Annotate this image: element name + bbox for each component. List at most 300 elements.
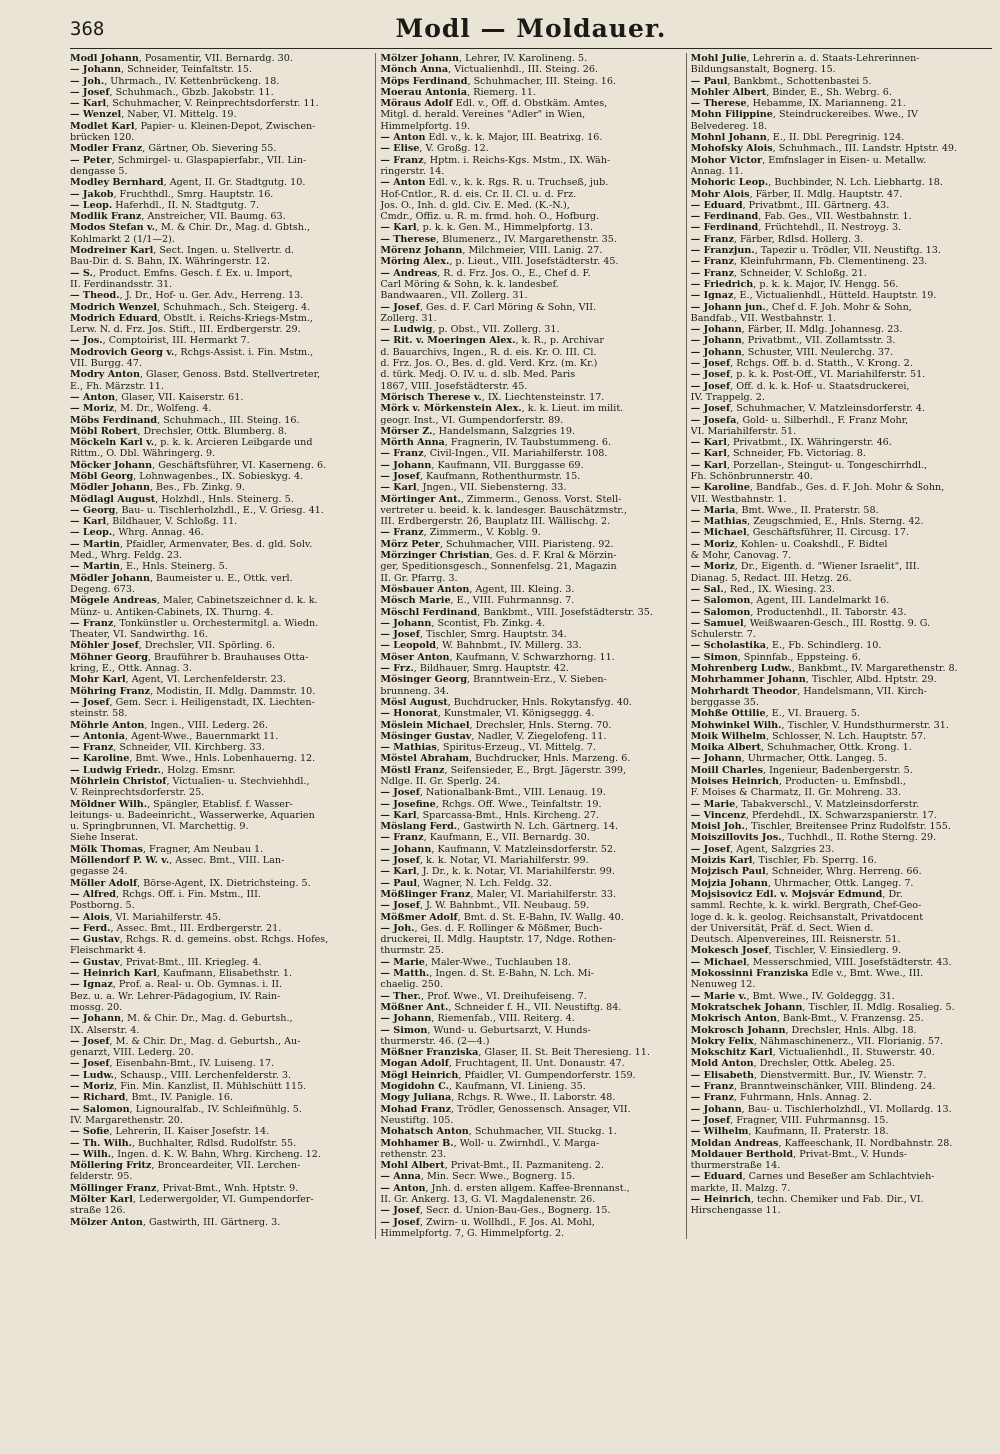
entry-details: , Tischler, Fb. Sperrg. 16. <box>752 855 877 867</box>
entry-details: , Drechsler, VII. Spörling. 6. <box>138 640 276 652</box>
entry-details: , Red., IX. Wiesing. 23. <box>723 583 835 595</box>
entry-name: — Paul <box>380 877 418 889</box>
entry-name: Mogy Juliana <box>380 1092 452 1104</box>
entry-name: — Th. Wilh. <box>70 1137 132 1149</box>
entry-details: , Schuhmacher, V. Matzleinsdorferstr. 4. <box>730 403 926 415</box>
entry-details: Kohlmarkt 2 (1/1—2). <box>70 233 175 245</box>
entry-details: d. Bauarchivs, Ingen., R. d. eis. Kr. O. III. Cl. <box>380 346 597 358</box>
directory-entry-line <box>380 810 681 821</box>
entry-details: , Agent, III. Kleing. 3. <box>469 583 575 595</box>
entry-details: , Lignouralfab., IV. Schleifmühlg. 5. <box>129 1103 302 1115</box>
directory-entry-line <box>70 618 371 629</box>
entry-details: , Gem. Secr. i. Heiligenstadt, IX. Liechten- <box>109 696 315 708</box>
entry-details: mossg. 20. <box>70 1001 123 1013</box>
entry-name: Mörenz Johann <box>380 245 463 257</box>
entry-details: felderstr. 95. <box>70 1171 133 1183</box>
directory-entry-line <box>380 335 681 346</box>
entry-details: , Messerschmied, VIII. Josefstädterstr. 43. <box>746 956 952 968</box>
directory-entry-line <box>380 889 681 900</box>
directory-entry-line <box>380 1228 681 1239</box>
entry-name: — Rit. v. Moeringen Alex. <box>380 335 516 347</box>
entry-details: Hirschengasse 11. <box>690 1205 781 1217</box>
entry-name: — Josef <box>380 787 420 799</box>
entry-details: , Privatbmt., IX. Währingerstr. 46. <box>726 437 892 449</box>
directory-entry-line <box>70 731 371 742</box>
directory-entry-line <box>380 957 681 968</box>
directory-entry-line <box>691 1160 992 1171</box>
entry-details: , Gärtner, Ob. Sievering 55. <box>142 143 277 155</box>
entry-name: — Honorat <box>380 708 438 720</box>
directory-entry-line <box>691 177 992 188</box>
entry-details: chaelig. 250. <box>380 979 444 991</box>
entry-details: , Anstreicher, VII. Baumg. 63. <box>141 211 286 223</box>
directory-entry-line <box>70 279 371 290</box>
directory-entry-line <box>70 1025 371 1036</box>
directory-entry-line <box>70 494 371 505</box>
entry-details: , Rchgs. Off. b. d. Statth., V. Krong. 2. <box>730 358 913 370</box>
entry-name: — Ferd. <box>70 922 111 934</box>
directory-entry-line <box>70 1013 371 1024</box>
entry-name: Mörser Z. <box>380 425 433 437</box>
entry-name: Modrich Wenzel <box>70 301 157 313</box>
entry-details: , Zimmerm., V. Koblg. 9. <box>423 527 541 539</box>
directory-entry-line <box>380 697 681 708</box>
entry-name: — Antonia <box>70 730 126 742</box>
entry-name: — Simon <box>380 1024 428 1036</box>
entry-name: — Paul <box>690 75 728 87</box>
entry-details: , Schneider f. H., VII. Neustiftg. 84. <box>448 1001 622 1013</box>
entry-name: Mörth Anna <box>380 437 445 449</box>
entry-name: — Karl <box>690 437 727 449</box>
directory-entry-line <box>380 640 681 651</box>
entry-name: — Josef <box>70 1035 110 1047</box>
directory-entry-line <box>70 889 371 900</box>
directory-entry-line <box>691 347 992 358</box>
entry-details: thurmerstraße 14. <box>690 1160 781 1172</box>
directory-entry-line <box>380 448 681 459</box>
entry-details: , Kleinfuhrmann, Fb. Clementineng. 23. <box>733 256 928 268</box>
entry-name: Möbl Georg <box>70 470 134 482</box>
directory-entry-line <box>70 878 371 889</box>
directory-entry-line <box>691 1092 992 1103</box>
directory-entry-line <box>70 561 371 572</box>
entry-name: Mödlagl August <box>70 493 156 505</box>
directory-entry-line <box>691 1002 992 1013</box>
entry-name: Möckeln Karl v. <box>70 437 155 449</box>
entry-details: , Tischler, II. Mdlg. Rosalieg. 5. <box>802 1001 955 1013</box>
entry-details: Theater, VI. Sandwirthg. 16. <box>70 629 208 641</box>
entry-name: Modlik Franz <box>70 211 142 223</box>
entry-details: , Glaser, II. St. Beit Theresieng. 11. <box>478 1047 650 1059</box>
entry-name: — Karl <box>380 222 417 234</box>
entry-details: rethenstr. 23. <box>380 1148 447 1160</box>
entry-details: , Agent, VI. Lerchenfelderstr. 23. <box>125 674 286 686</box>
entry-name: — Gustav <box>70 956 120 968</box>
entry-details: , Woll- u. Zwirnhdl., V. Marga- <box>453 1137 600 1149</box>
entry-details: , Schlosser, N. Lch. Hauptstr. 57. <box>766 730 927 742</box>
directory-entry-line <box>691 268 992 279</box>
entry-details: , Schuhmach., III. Landstr. Hptstr. 49. <box>772 143 958 155</box>
entry-details: Ndlge. II. Gr. Sperlg. 24. <box>380 776 501 787</box>
entry-details: , Bildhauer, Smrg. Hauptstr. 42. <box>413 663 569 675</box>
directory-entry-line <box>691 222 992 233</box>
entry-details: , Holzhdl., Hnls. Steinerg. 5. <box>155 493 294 505</box>
directory-entry-line <box>70 189 371 200</box>
directory-entry-line <box>70 550 371 561</box>
entry-details: Bau-Dir. d. S. Bahn, IX. Währingerstr. 12. <box>70 256 270 268</box>
entry-name: — Josef <box>690 403 731 415</box>
entry-details: , Kaufmann, Elisabethstr. 1. <box>156 968 293 980</box>
entry-name: — Josef <box>70 86 110 98</box>
entry-name: — Johann <box>70 1013 122 1025</box>
directory-entry-line <box>70 663 371 674</box>
entry-details: , Tuchhdl., II. Rothe Sterng. 29. <box>781 832 937 844</box>
entry-details: , Dr. <box>882 888 903 900</box>
entry-name: — Johann <box>380 1013 432 1025</box>
entry-details: , Gold- u. Silberhdl., F. Franz Mohr, <box>736 414 909 426</box>
entry-name: Möhler Josef <box>70 640 139 652</box>
entry-details: , Bandfab., Ges. d. F. Joh. Mohr & Sohn, <box>749 482 945 494</box>
entry-name: — Johann <box>380 843 432 855</box>
directory-entry-line <box>380 268 681 279</box>
directory-entry-line <box>691 516 992 527</box>
entry-name: — Karl <box>380 809 417 821</box>
directory-entry-line <box>380 923 681 934</box>
entry-name: — Eduard <box>690 199 743 211</box>
entry-details: , Spiritus-Erzeug., VI. Mittelg. 7. <box>436 742 596 754</box>
directory-entry-line <box>691 855 992 866</box>
entry-details: , Schneider, Teinfaltstr. 15. <box>121 64 253 76</box>
entry-name: Mögele Andreas <box>70 595 157 607</box>
entry-details: , Buchbinder, N. Lch. Liebhartg. 18. <box>768 177 943 189</box>
entry-name: — Leopold <box>380 640 436 652</box>
directory-entry-line <box>691 991 992 1002</box>
entry-name: — Ludwig Friedr. <box>70 764 161 776</box>
directory-entry-line <box>691 76 992 87</box>
directory-entry-line <box>70 1194 371 1205</box>
directory-entry-line <box>380 200 681 211</box>
entry-name: — Josef <box>380 1205 420 1217</box>
directory-entry-line <box>380 121 681 132</box>
entry-details: , Tischler, V. Einsiedlerg. 9. <box>768 945 902 957</box>
directory-entry-line <box>691 53 992 64</box>
directory-entry-line <box>70 132 371 143</box>
directory-entry-line <box>70 369 371 380</box>
directory-entry-line <box>70 211 371 222</box>
directory-entry-line <box>70 392 371 403</box>
directory-entry-line <box>380 1183 681 1194</box>
entry-name: Moises Heinrich <box>690 776 779 787</box>
entry-details: , Schmirgel- u. Glaspapierfabr., VII. Lin- <box>111 154 307 166</box>
directory-entry-line <box>70 1126 371 1137</box>
entry-name: Mohn Filippine <box>690 109 773 121</box>
entry-details: , Maler, VI. Mariahilferstr. 33. <box>470 888 617 900</box>
entry-details: , Fin. Min. Kanzlist, II. Mühlschütt 115. <box>114 1081 307 1093</box>
directory-entry-line <box>70 448 371 459</box>
entry-name: Möslang Ferd. <box>380 821 458 833</box>
entry-details: E., Fh. Märzstr. 11. <box>70 380 164 392</box>
entry-name: Mögl Heinrich <box>380 1069 459 1081</box>
directory-entry-line <box>70 143 371 154</box>
entry-name: Mödler Johann <box>70 482 150 494</box>
entry-details: , Branntwein-Erz., V. Sieben- <box>467 674 607 686</box>
entry-name: — Gustav <box>70 934 120 946</box>
directory-entry-line <box>380 979 681 990</box>
directory-entry-line <box>380 482 681 493</box>
directory-entry-line <box>70 765 371 776</box>
entry-name: — Josef <box>380 470 420 482</box>
directory-entry-line <box>380 765 681 776</box>
directory-entry-line <box>691 392 992 403</box>
directory-entry-line <box>380 652 681 663</box>
entry-name: — Josef <box>690 843 731 855</box>
entry-details: , Seifensieder, E., Brgt. Jägerstr. 399, <box>444 764 627 776</box>
entry-details: , Assec. Bmt., III. Erdbergerstr. 21. <box>110 922 282 934</box>
entry-details: , Geschäftsführer, II. Circusg. 17. <box>746 527 910 539</box>
directory-entry-line <box>691 832 992 843</box>
directory-entry-line <box>70 844 371 855</box>
entry-name: — Josef <box>380 900 420 912</box>
entry-name: — Wenzel <box>70 109 122 121</box>
entry-details: , Tischler, Smrg. Hauptstr. 34. <box>419 629 567 641</box>
directory-entry-line <box>691 494 992 505</box>
entry-details: , Ingen. d. K. W. Bahn, Whrg. Kircheng. 12. <box>111 1148 321 1160</box>
entry-details: , Nadler, V. Ziegelofeng. 11. <box>471 730 607 742</box>
entry-details: , Börse-Agent, IX. Dietrichsteing. 5. <box>137 877 311 889</box>
directory-entry-line <box>70 1047 371 1058</box>
entry-name: — Anton <box>380 177 426 189</box>
entry-details: , Victualien- u. Stechviehhdl., <box>166 776 310 787</box>
directory-entry-line <box>70 607 371 618</box>
directory-entry-line <box>380 189 681 200</box>
entry-details: , Dr., Eigenth. d. "Wiener Israelit", III. <box>734 561 920 573</box>
entry-details: , Agent, Salzgries 23. <box>730 843 835 855</box>
directory-entry-line <box>691 1025 992 1036</box>
directory-entry-line <box>70 821 371 832</box>
entry-details: , Rchgs. R. Wwe., II. Laborstr. 48. <box>451 1092 616 1104</box>
entry-name: — Ferdinand <box>690 222 759 234</box>
entry-details: , p. k. k. Arcieren Leibgarde und <box>154 437 313 449</box>
entry-name: Mohor Victor <box>690 154 763 166</box>
entry-name: Mohl Julie <box>690 53 747 64</box>
entry-details: thurmstr. 25. <box>380 945 444 957</box>
entry-details: , k. k. Lieut. im milit. <box>521 403 624 415</box>
directory-entry-line <box>70 347 371 358</box>
entry-details: d. Frz. Jos. O., Bes. d. gld. Verd. Krz. (m. Kr.) <box>380 358 598 370</box>
entry-details: , Handelsmann, VII. Kirch- <box>797 685 927 697</box>
entry-details: , Pferdehdl., IX. Schwarzspanierstr. 17. <box>745 809 937 821</box>
directory-entry-line <box>70 166 371 177</box>
entry-details: , Schuhmacher, III. Steing. 16. <box>467 75 617 87</box>
entry-name: Mohr Alois <box>690 188 750 200</box>
entry-name: — Sal. <box>690 583 724 595</box>
entry-name: — Marie v. <box>690 990 747 1002</box>
entry-details: , Uhrmach., IV. Kettenbrückeng. 18. <box>104 75 280 87</box>
entry-details: , Agent-Wwe., Bauernmarkt 11. <box>125 730 279 742</box>
entry-name: — Johann <box>690 324 742 336</box>
entry-details: , Kaffeeschank, II. Nordbahnstr. 28. <box>778 1137 953 1149</box>
entry-name: Mogan Adolf <box>380 1058 449 1070</box>
entry-details: , Bank-Bmt., V. Franzensg. 25. <box>776 1013 924 1025</box>
entry-name: — Josefa <box>690 414 737 426</box>
directory-entry-line <box>380 505 681 516</box>
entry-details: , Eisenbahn-Bmt., IV. Luiseng. 17. <box>109 1058 275 1070</box>
entry-name: — Theod. <box>70 290 120 302</box>
entry-details: , Nationalbank-Bmt., VIII. Lenaug. 19. <box>419 787 606 799</box>
entry-name: Mokschitz Karl <box>690 1047 773 1059</box>
entry-details: Himmelpfortg. 7, G. Himmelpfortg. 2. <box>380 1227 565 1239</box>
directory-entry-line <box>70 1160 371 1171</box>
entry-details: , Privat-Bmt., III. Kriegleg. 4. <box>119 956 262 968</box>
directory-entry-line <box>691 403 992 414</box>
entry-name: — Michael <box>690 527 747 539</box>
entry-details: Himmelpfortg. 19. <box>380 120 471 132</box>
directory-entry-line <box>380 1070 681 1081</box>
entry-name: — Karl <box>380 482 417 494</box>
directory-entry-line <box>380 753 681 764</box>
entry-name: Modlet Karl <box>70 120 135 132</box>
entry-name: — Franz <box>690 1081 734 1093</box>
entry-details: , Wund- u. Geburtsarzt, V. Hunds- <box>427 1024 591 1036</box>
entry-name: Möstel Abraham <box>380 753 470 765</box>
directory-entry-line <box>691 561 992 572</box>
entry-details: , Schuhmacher, Ottk. Krong. 1. <box>760 742 912 754</box>
directory-entry-line <box>70 686 371 697</box>
entry-name: Mösinger Georg <box>380 674 468 686</box>
entry-details: , Pfaidler, VI. Gumpendorferstr. 159. <box>458 1069 636 1081</box>
directory-entry-line <box>380 369 681 380</box>
directory-entry-line <box>691 889 992 900</box>
entry-name: Modl Johann <box>70 53 139 64</box>
entry-details: , Zeugschmied, E., Hnls. Sterng. 42. <box>747 516 924 528</box>
directory-entry-line <box>691 369 992 380</box>
entry-details: , Tischler, Breitensee Prinz Rudolfstr. 155. <box>744 821 951 833</box>
directory-entry-line <box>691 381 992 392</box>
entry-name: Moldan Andreas <box>690 1137 779 1149</box>
entry-details: , p. k. k. Post-Off., VI. Mariahilferstr. 51. <box>730 369 926 381</box>
entry-details: thurmerstr. 46. (2—4.) <box>380 1035 490 1047</box>
entry-name: — Richard <box>70 1092 126 1104</box>
directory-entry-line <box>691 1013 992 1024</box>
entry-details: druckerei, II. Mdlg. Hauptstr. 17, Ndge. Rothen- <box>380 934 617 946</box>
entry-details: , Lohnwagenbes., IX. Sobieskyg. 4. <box>133 470 304 482</box>
entry-details: , Schneider, VII. Kirchberg. 33. <box>113 742 265 754</box>
directory-entry-line <box>380 1171 681 1182</box>
entry-name: Möhrle Anton <box>70 719 145 731</box>
entry-details: IV. Trappelg. 2. <box>690 391 765 403</box>
entry-name: Möslein Michael <box>380 719 470 731</box>
directory-entry-line <box>380 1194 681 1205</box>
directory-entry-line <box>380 607 681 618</box>
directory-entry-line <box>70 437 371 448</box>
entry-details: , Sparcassa-Bmt., Hnls. Kircheng. 27. <box>416 809 600 821</box>
entry-details: , Maler, Cabinetszeichner d. k. k. <box>156 595 318 607</box>
directory-entry-line <box>380 539 681 550</box>
entry-details: straße 126. <box>70 1205 126 1217</box>
entry-details: , Geschäftsführer, VI. Kaserneng. 6. <box>152 459 327 471</box>
entry-name: — Maria <box>690 504 736 516</box>
entry-name: — Franz <box>380 832 424 844</box>
entry-name: Mohße Ottilie <box>690 708 766 720</box>
entry-details: , Schausp., VIII. Lerchenfelderstr. 3. <box>114 1069 292 1081</box>
entry-name: — Samuel <box>690 617 744 629</box>
directory-entry-line <box>70 1092 371 1103</box>
entry-name: — Friedrich <box>690 278 754 290</box>
entry-name: — Ignaz <box>70 979 113 991</box>
entry-details: , E., II. Dbl. Peregrinig. 124. <box>766 132 905 144</box>
entry-details: VII. Westbahnstr. 1. <box>690 493 787 505</box>
entry-details: , Secr. d. Union-Bau-Ges., Bognerg. 15. <box>419 1205 611 1217</box>
entry-details: Edle v., Bmt. Wwe., III. <box>808 968 924 980</box>
entry-name: Mölzer Johann <box>380 53 460 64</box>
entry-details: , Kaufmann, E., VII. Bernardg. 30. <box>423 832 590 844</box>
directory-entry-line <box>691 652 992 663</box>
entry-details: , Prof. Wwe., VI. Dreihufeiseng. 7. <box>421 990 587 1002</box>
entry-details: , p. Obst., VII. Zollerg. 31. <box>432 324 560 336</box>
directory-entry-line <box>380 686 681 697</box>
directory-entry-line <box>691 64 992 75</box>
entry-name: — Karl <box>380 866 417 878</box>
entry-details: , M. & Chir. Dr., Mag. d. Gbtsh., <box>154 222 311 234</box>
directory-entry-line <box>70 1036 371 1047</box>
entry-name: Mogidohn C. <box>380 1081 449 1093</box>
entry-name: Möller Adolf <box>70 877 138 889</box>
directory-entry-line <box>380 878 681 889</box>
entry-details: , M. & Chir. Dr., Mag. d. Geburtsh., Au- <box>109 1035 301 1047</box>
directory-entry-line <box>691 821 992 832</box>
entry-name: — Karl <box>690 459 727 471</box>
entry-name: — Anton <box>380 1182 426 1194</box>
directory-entry-line <box>380 234 681 245</box>
directory-entry-line <box>380 561 681 572</box>
entry-details: , Hebamme, IX. Marianneng. 21. <box>746 98 906 110</box>
entry-details: , Glaser, VII. Kaiserstr. 61. <box>115 391 244 403</box>
directory-entry-line <box>691 584 992 595</box>
entry-name: — Alois <box>70 911 110 923</box>
entry-name: — Frz. <box>380 663 414 675</box>
directory-entry-line <box>691 527 992 538</box>
entry-details: , Emfnslager in Eisen- u. Metallw. <box>762 154 927 166</box>
directory-entry-line <box>691 200 992 211</box>
directory-entry-line <box>691 900 992 911</box>
directory-entry-line <box>380 742 681 753</box>
entry-details: , Papier- u. Kleinen-Depot, Zwischen- <box>134 120 316 132</box>
entry-details: markte, II. Malzg. 7. <box>690 1182 791 1194</box>
entry-details: , Buchhalter, Rdlsd. Rudolfstr. 55. <box>131 1137 297 1149</box>
entry-details: , Hptm. i. Reichs-Kgs. Mstm., IX. Wäh- <box>423 154 611 166</box>
entry-details: , R. d. Frz. Jos. O., E., Chef d. F. <box>437 267 591 279</box>
entry-details: Bandfab., VII. Westbahnstr. 1. <box>690 312 837 324</box>
directory-entry-line <box>380 256 681 267</box>
entry-details: , Bmt. d. St. E-Bahn, IV. Wallg. 40. <box>457 911 624 923</box>
directory-entry-line <box>691 437 992 448</box>
directory-entry-line <box>70 290 371 301</box>
entry-details: , VI. Mariahilferstr. 45. <box>109 911 222 923</box>
entry-details: , Kohlen- u. Coakshdl., F. Bidtel <box>734 538 888 550</box>
entry-name: Möraus Adolf <box>380 98 453 110</box>
entry-details: , Privat-Bmt., Wnh. Hptstr. 9. <box>156 1182 299 1194</box>
directory-entry-line <box>380 245 681 256</box>
entry-name: Mödler Johann <box>70 572 150 584</box>
entry-details: , Schneider, V. Schloßg. 21. <box>733 267 867 279</box>
directory-entry-line <box>380 1205 681 1216</box>
directory-entry-line <box>380 211 681 222</box>
entry-name: Modley Bernhard <box>70 177 164 189</box>
page-header <box>70 14 992 49</box>
entry-name: — Josef <box>380 1216 420 1228</box>
directory-entry-line <box>380 426 681 437</box>
entry-name: Modry Anton <box>70 369 140 381</box>
